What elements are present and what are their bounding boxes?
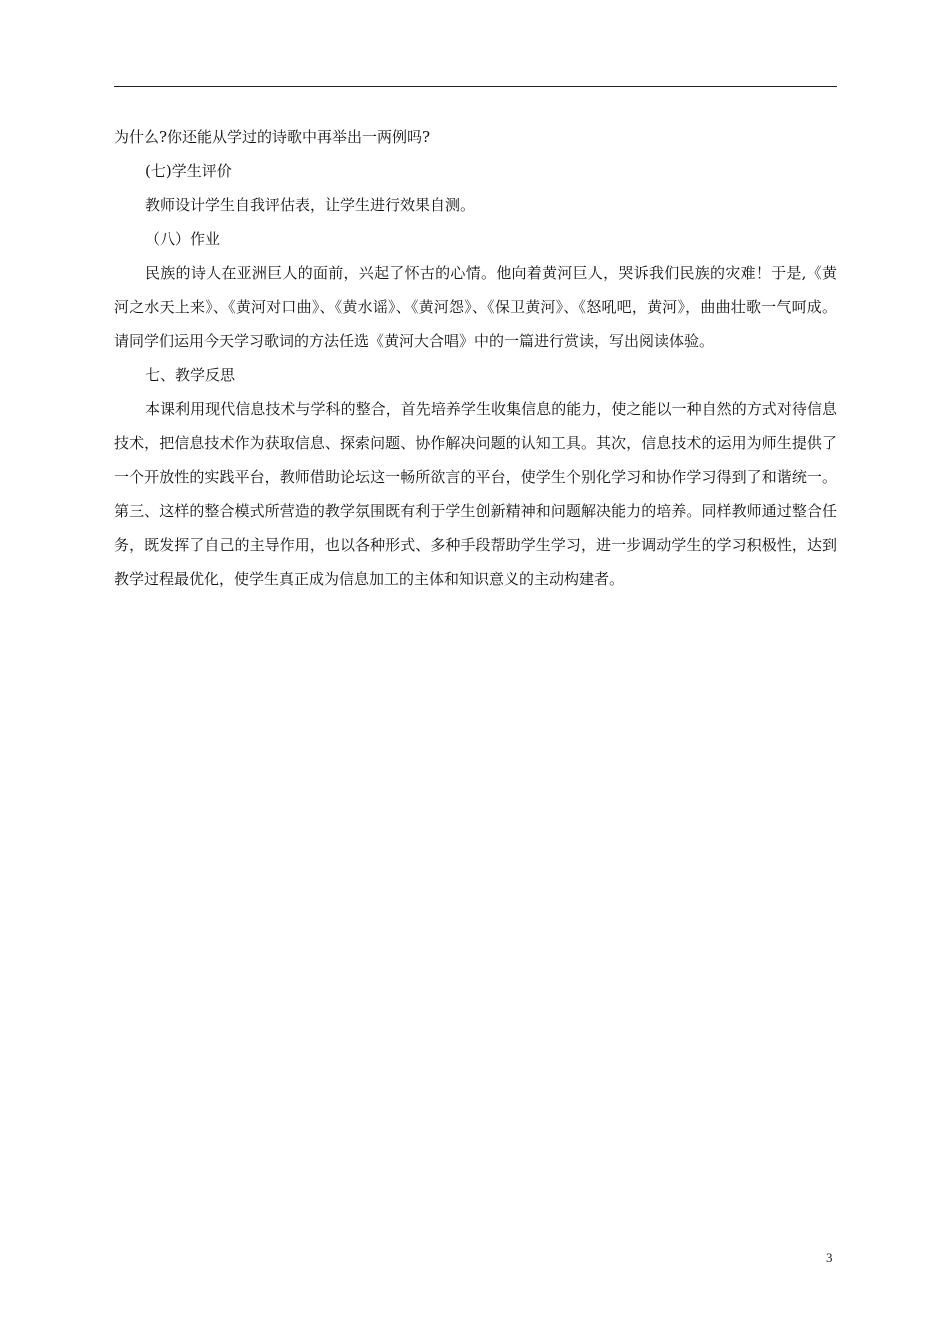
heading-teaching-reflection: 七、教学反思 bbox=[145, 366, 236, 384]
paragraph-reflection: 本课利用现代信息技术与学科的整合，首先培养学生收集信息的能力，使之能以一种自然的方式对待信息技术，把信息技术作为获取信息、探索问题、协作解决问题的认知工具。其次，信息技术的运用为师生提供了一个开放性的实践平台，教师借助论坛这一畅所欲言的平台，使学生个别化学习和协作学习得到了和谐统一。第三、这样的整合模式所营造的教学氛围既有利于学生创新精神和问题解决能力的培养。同样教师通过整合任务，既发挥了自己的主导作用，也以各种形式、多种手段帮助学生学习，进一步调动学生的学习积极性，达到教学过程最优化，使学生真正成为信息加工的主体和知识意义的主动构建者。 bbox=[114, 400, 837, 588]
header-rule bbox=[114, 86, 837, 87]
paragraph-homework: 民族的诗人在亚洲巨人的面前，兴起了怀古的心情。他向着黄河巨人，哭诉我们民族的灾难！于是,《黄河之水天上来》、《黄河对口曲》、《黄水谣》、《黄河怨》、《保卫黄河》、《怒吼吧，黄河》，曲曲壮歌一气呵成。请同学们运用今天学习歌词的方法任选《黄河大合唱》中的一篇进行赏读，写出阅读体验。 bbox=[114, 264, 837, 350]
heading-student-evaluation: (七)学生评价 bbox=[145, 162, 232, 180]
document-body bbox=[114, 120, 837, 596]
paragraph-self-assessment: 教师设计学生自我评估表，让学生进行效果自测。 bbox=[145, 196, 476, 214]
page-number: 3 bbox=[826, 1250, 833, 1265]
heading-homework: （八）作业 bbox=[145, 230, 221, 248]
paragraph-question: 为什么?你还能从学过的诗歌中再举出一两例吗? bbox=[114, 128, 431, 146]
